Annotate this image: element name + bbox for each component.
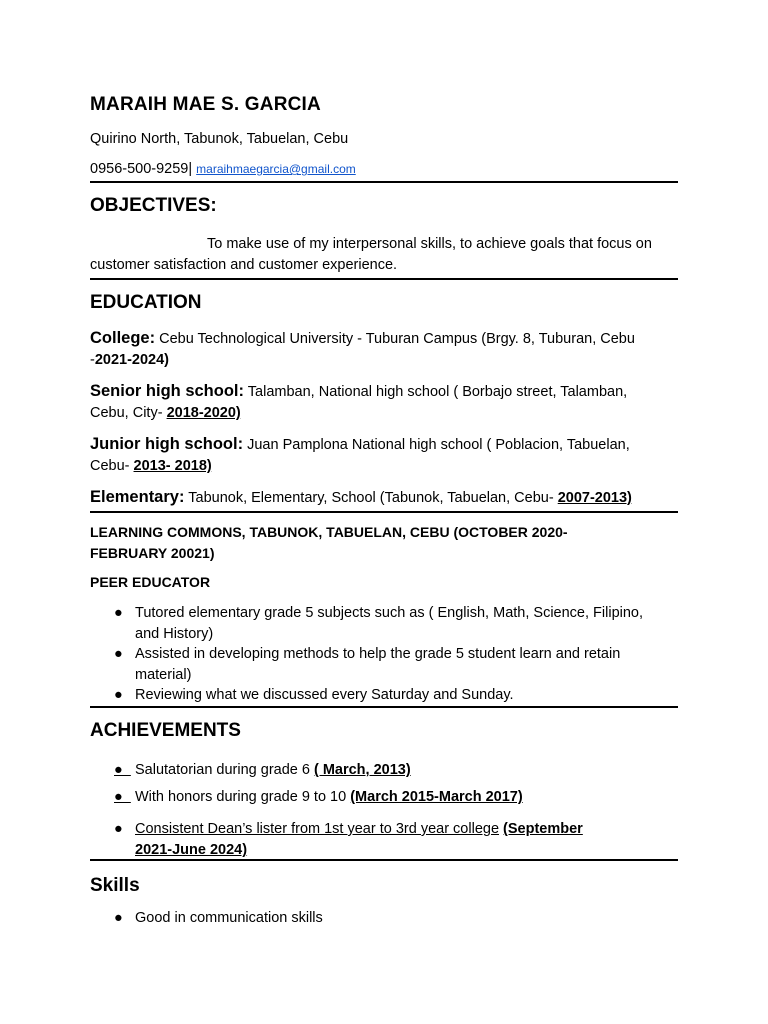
achievement-date: ( March, 2013) xyxy=(313,762,411,778)
college-dash: - xyxy=(90,352,95,368)
experience-item-line: and History) xyxy=(135,626,214,642)
senior-years: 2018-2020) xyxy=(166,405,241,421)
experience-item-line: material) xyxy=(135,667,192,683)
experience-item xyxy=(135,644,680,686)
phone-number: 0956-500-9259| xyxy=(90,161,193,177)
email-link[interactable]: maraihmaegarcia@gmail.com xyxy=(196,162,356,176)
objectives-text xyxy=(90,234,680,276)
experience-role: PEER EDUCATOR xyxy=(90,574,211,590)
senior-text-2: Cebu, City- xyxy=(90,405,163,421)
junior-label: Junior high school: xyxy=(90,435,244,453)
college-text: Cebu Technological University - Tuburan Campus (Brgy. 8, Tuburan, Cebu xyxy=(159,331,635,347)
objectives-line-2: customer satisfaction and customer experience. xyxy=(90,257,398,273)
objectives-heading: OBJECTIVES: xyxy=(90,195,217,216)
bullet-icon: ● xyxy=(114,910,123,926)
bullet-icon: ● xyxy=(114,762,131,778)
experience-item-line: Reviewing what we discussed every Saturday and Sunday. xyxy=(135,687,514,703)
experience-item-line: Tutored elementary grade 5 subjects such as ( English, Math, Science, Filipino, xyxy=(135,605,644,621)
achievement-item xyxy=(135,760,680,781)
education-heading: EDUCATION xyxy=(90,292,202,313)
achievement-date: (March 2015-March 2017) xyxy=(350,789,523,805)
divider xyxy=(90,859,678,861)
achievement-date-2: 2021-June 2024) xyxy=(135,842,248,858)
elementary-text: Tabunok, Elementary, School (Tabunok, Tabuelan, Cebu- xyxy=(188,490,554,506)
education-senior-high xyxy=(90,381,680,424)
objectives-line-1: To make use of my interpersonal skills, to achieve goals that focus on xyxy=(207,236,652,252)
contact-line xyxy=(90,161,356,177)
bullet-icon: ● xyxy=(114,821,123,837)
achievements-heading: ACHIEVEMENTS xyxy=(90,720,241,741)
junior-text: Juan Pamplona National high school ( Poblacion, Tabuelan, xyxy=(247,437,630,453)
achievement-text: Consistent Dean’s lister from 1st year to 3rd year college xyxy=(135,821,500,837)
college-years: 2021-2024) xyxy=(94,352,170,368)
achievement-item xyxy=(135,819,680,861)
achievement-item xyxy=(135,787,680,808)
junior-text-2: Cebu- xyxy=(90,458,130,474)
elementary-years: 2007-2013) xyxy=(557,490,632,506)
junior-years: 2013- 2018) xyxy=(133,458,212,474)
elementary-label: Elementary: xyxy=(90,488,185,506)
applicant-name: MARAIH MAE S. GARCIA xyxy=(90,94,321,115)
divider xyxy=(90,706,678,708)
experience-place xyxy=(90,522,680,564)
senior-label: Senior high school: xyxy=(90,382,245,400)
experience-item xyxy=(135,685,680,706)
senior-text: Talamban, National high school ( Borbajo street, Talamban, xyxy=(247,384,628,400)
skill-item: Good in communication skills xyxy=(135,910,323,926)
bullet-icon: ● xyxy=(114,605,123,621)
bullet-icon: ● xyxy=(114,687,123,703)
divider xyxy=(90,511,678,513)
bullet-icon: ● xyxy=(114,789,131,805)
achievement-text: Salutatorian during grade 6 xyxy=(135,762,310,778)
achievement-date: (September xyxy=(503,821,583,837)
education-college xyxy=(90,328,680,371)
education-junior-high xyxy=(90,434,680,477)
address: Quirino North, Tabunok, Tabuelan, Cebu xyxy=(90,131,349,147)
divider xyxy=(90,181,678,183)
skills-heading: Skills xyxy=(90,875,140,896)
college-label: College: xyxy=(90,329,156,347)
achievement-text: With honors during grade 9 to 10 xyxy=(135,789,347,805)
education-elementary xyxy=(90,487,680,509)
experience-item xyxy=(135,603,680,645)
bullet-icon: ● xyxy=(114,646,123,662)
divider xyxy=(90,278,678,280)
experience-place-line-2: FEBRUARY 20021) xyxy=(90,545,215,561)
experience-item-line: Assisted in developing methods to help the grade 5 student learn and retain xyxy=(135,646,621,662)
experience-place-line-1: LEARNING COMMONS, TABUNOK, TABUELAN, CEBU (OCTOBER 2020- xyxy=(90,524,568,540)
